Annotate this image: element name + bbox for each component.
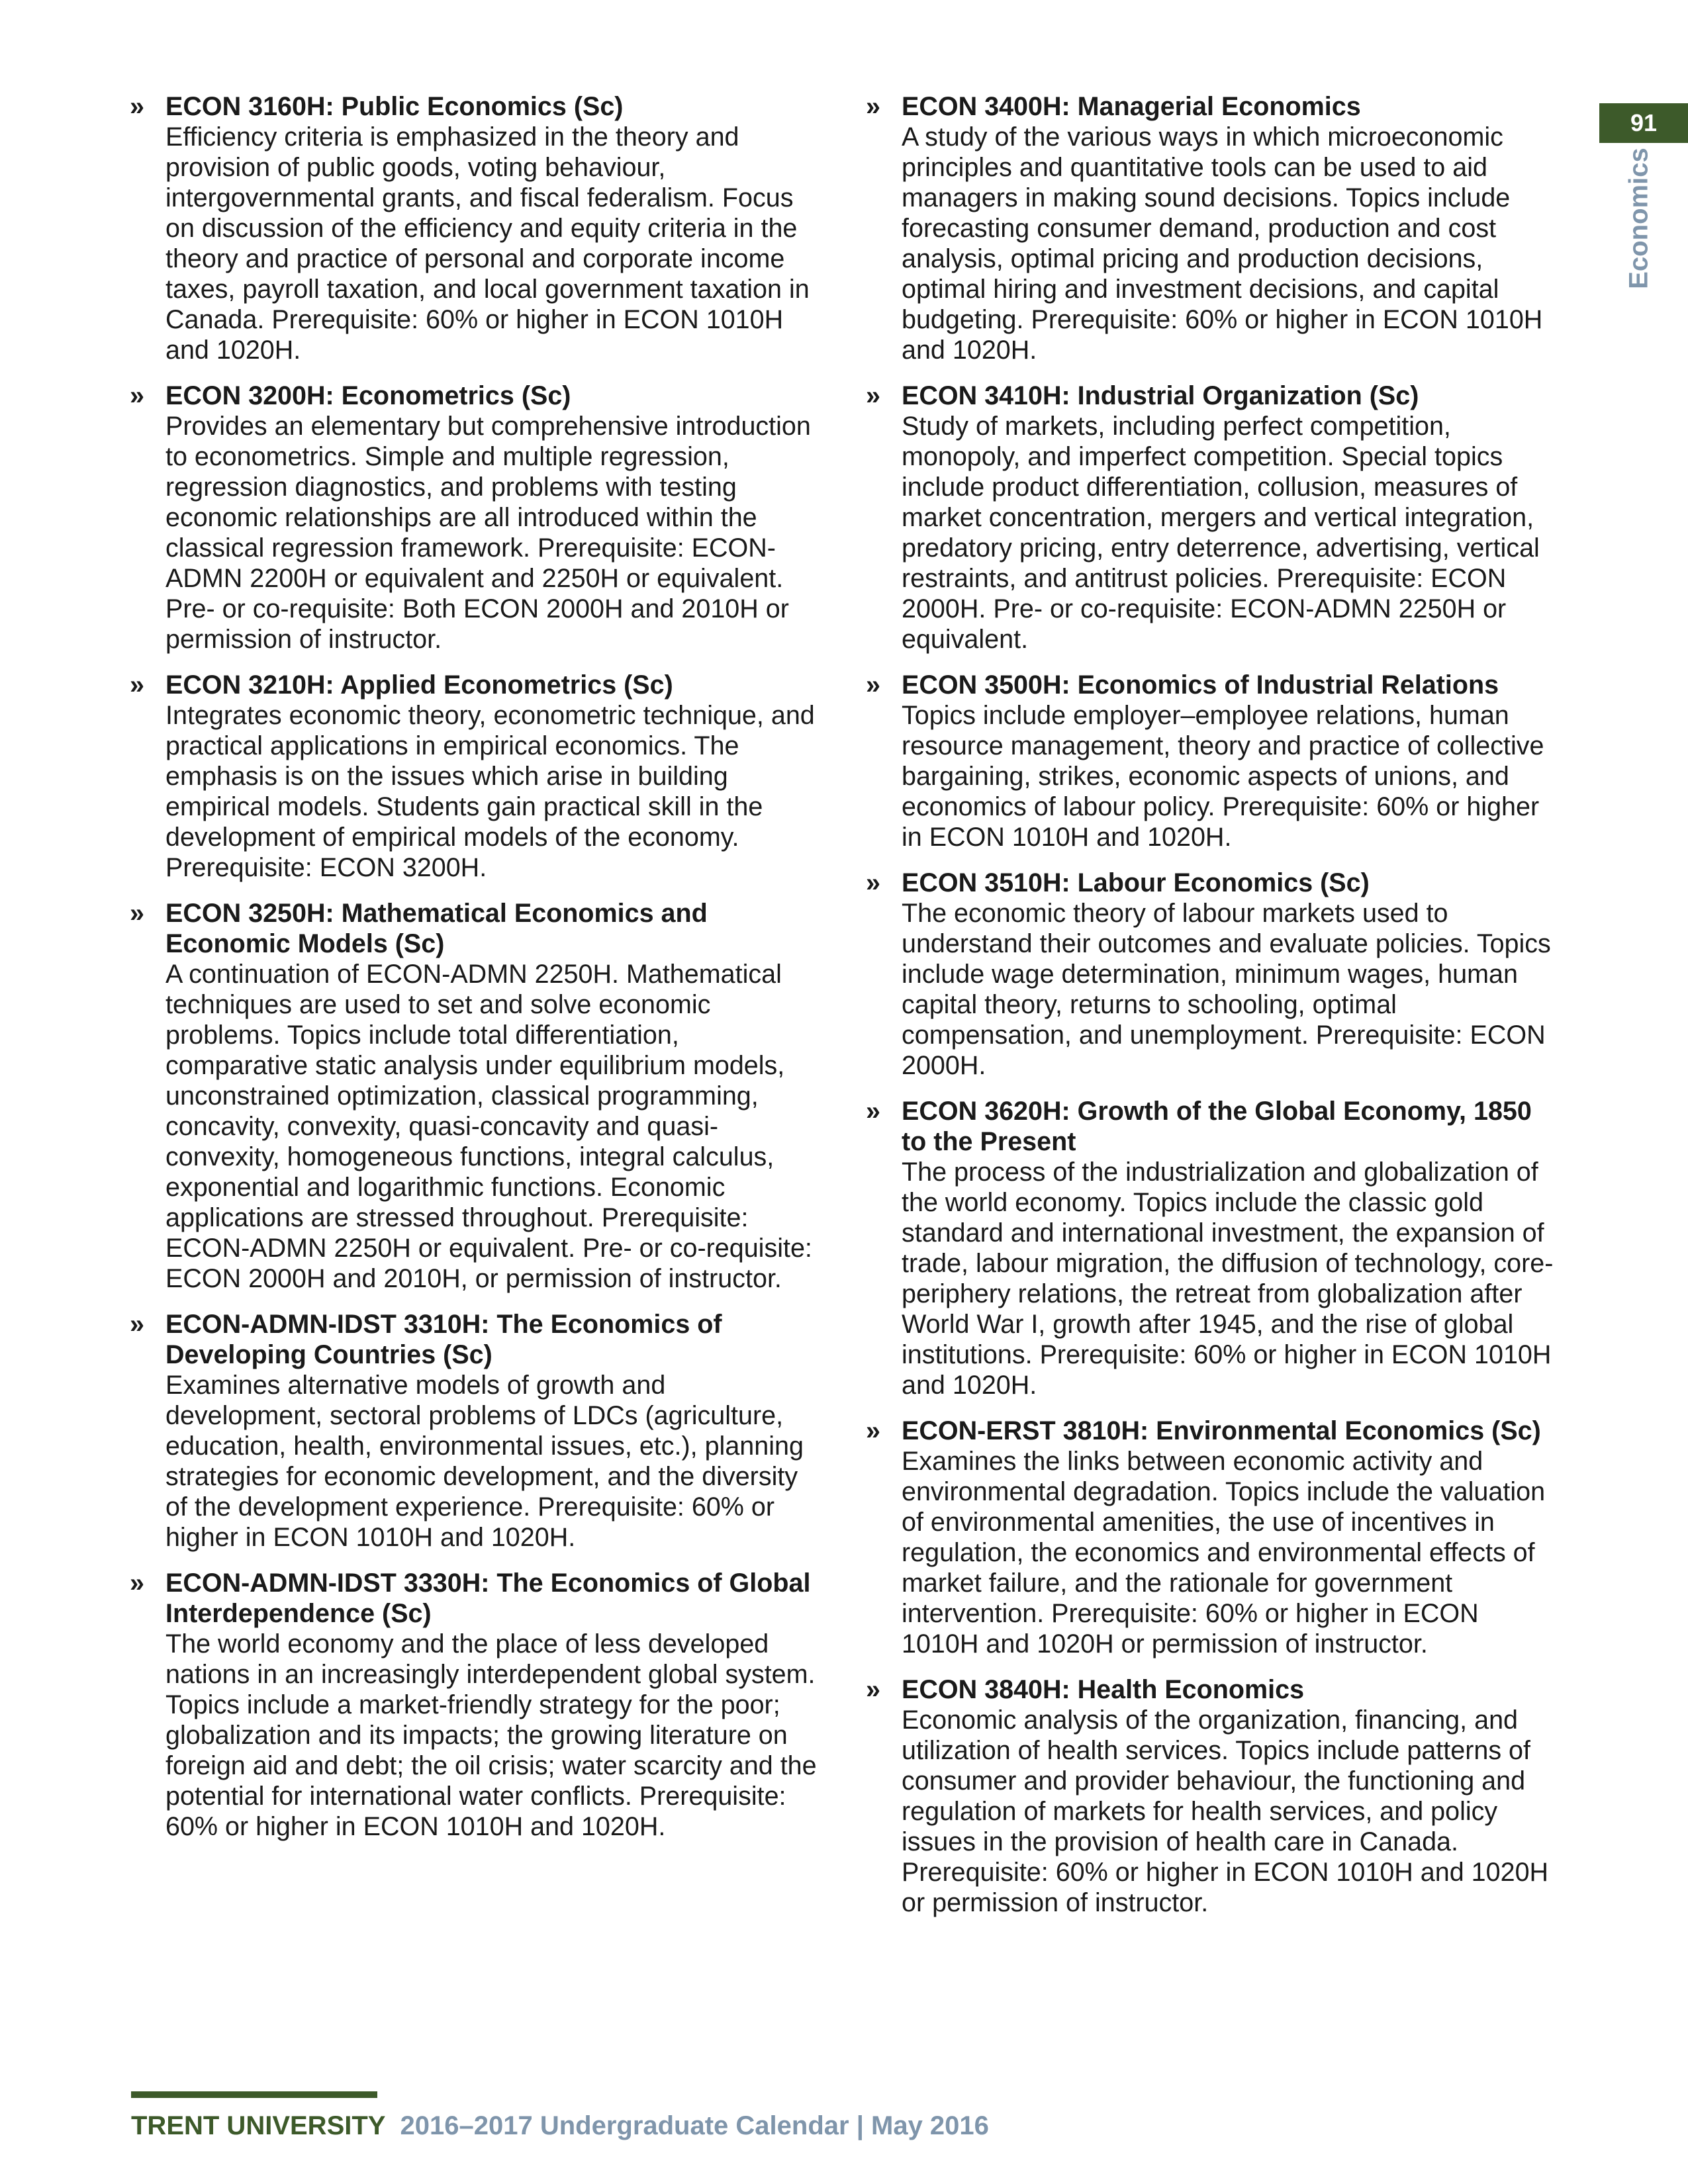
footer-university: TRENT UNIVERSITY bbox=[131, 2111, 386, 2140]
course-entry bbox=[866, 91, 1561, 365]
bullet-marker: » bbox=[130, 92, 144, 121]
course-title: ECON 3210H: Applied Econometrics (Sc) bbox=[165, 670, 673, 700]
course-description: Study of markets, including perfect competition, monopoly, and imperfect competition. Special topics include product differentiation, collusion, measures of market concentration, mergers and vertical integration, predatory pricing, entry deterrence, advertising, vertical restraints, and antitrust policies. Prerequisite: ECON 2000H. Pre- or co-requisite: ECON-ADMN 2250H or equivalent. bbox=[902, 412, 1540, 654]
course-title: ECON-ADMN-IDST 3310H: The Economics of Developing Countries (Sc) bbox=[165, 1310, 722, 1369]
right-column bbox=[866, 91, 1561, 1933]
course-entry bbox=[866, 1096, 1561, 1400]
course-description: Provides an elementary but comprehensive introduction to econometrics. Simple and multiple regression, regression diagnostics, and problems with testing economic relationships are all introduced within the classical regression framework. Prerequisite: ECON-ADMN 2200H or equivalent and 2250H or equivalent. Pre- or co-requisite: Both ECON 2000H and 2010H or permission of instructor. bbox=[165, 412, 811, 654]
course-entry bbox=[866, 868, 1561, 1081]
bullet-marker: » bbox=[866, 868, 880, 897]
bullet-marker: » bbox=[130, 670, 144, 700]
course-entry bbox=[130, 1568, 825, 1842]
bullet-marker: » bbox=[866, 381, 880, 410]
footer-calendar-info: 2016–2017 Undergraduate Calendar | May 2016 bbox=[400, 2111, 989, 2140]
course-entry bbox=[130, 898, 825, 1294]
bullet-marker: » bbox=[130, 1310, 144, 1339]
bullet-marker: » bbox=[866, 1675, 880, 1704]
course-title: ECON 3500H: Economics of Industrial Relations bbox=[902, 670, 1499, 700]
bullet-marker: » bbox=[130, 1569, 144, 1598]
course-entry bbox=[130, 1309, 825, 1553]
bullet-marker: » bbox=[866, 1097, 880, 1126]
bullet-marker: » bbox=[866, 92, 880, 121]
course-description: The world economy and the place of less developed nations in an increasingly interdependent global system. Topics include a market-friendly strategy for the poor; globalization and its impacts; the growing literature on foreign aid and debt; the oil crisis; water scarcity and the potential for international water conflicts. Prerequisite: 60% or higher in ECON 1010H and 1020H. bbox=[165, 1629, 817, 1841]
course-title: ECON 3510H: Labour Economics (Sc) bbox=[902, 868, 1370, 897]
course-entry bbox=[130, 91, 825, 365]
course-entry bbox=[866, 381, 1561, 655]
course-title: ECON 3410H: Industrial Organization (Sc) bbox=[902, 381, 1419, 410]
course-title: ECON-ERST 3810H: Environmental Economics (Sc) bbox=[902, 1416, 1541, 1445]
bullet-marker: » bbox=[130, 899, 144, 928]
course-description: A continuation of ECON-ADMN 2250H. Mathematical techniques are used to set and solve economic problems. Topics include total differentiation, comparative static analysis under equilibrium models, unconstrained optimization, classical programming, concavity, convexity, quasi-concavity and quasi-convexity, homogeneous functions, integral calculus, exponential and logarithmic functions. Economic applications are stressed throughout. Prerequisite: ECON-ADMN 2250H or equivalent. Pre- or co-requisite: ECON 2000H and 2010H, or permission of instructor. bbox=[165, 960, 812, 1293]
course-entry bbox=[130, 381, 825, 655]
course-entry bbox=[866, 670, 1561, 852]
bullet-marker: » bbox=[130, 381, 144, 410]
course-title: ECON 3250H: Mathematical Economics and Economic Models (Sc) bbox=[165, 899, 708, 958]
course-title: ECON 3160H: Public Economics (Sc) bbox=[165, 92, 624, 121]
footer-rule bbox=[131, 2091, 377, 2098]
course-description: Examines the links between economic activity and environmental degradation. Topics include the valuation of environmental amenities, the use of incentives in regulation, the economics and environmental effects of market failure, and the rationale for government intervention. Prerequisite: 60% or higher in ECON 1010H and 1020H or permission of instructor. bbox=[902, 1447, 1546, 1659]
bullet-marker: » bbox=[866, 670, 880, 700]
course-entry bbox=[130, 670, 825, 883]
course-title: ECON 3200H: Econometrics (Sc) bbox=[165, 381, 571, 410]
course-title: ECON 3400H: Managerial Economics bbox=[902, 92, 1361, 121]
course-description: Efficiency criteria is emphasized in the theory and provision of public goods, voting behaviour, intergovernmental grants, and fiscal federalism. Focus on discussion of the efficiency and equity criteria in the theory and practice of personal and corporate income taxes, payroll taxation, and local government taxation in Canada. Prerequisite: 60% or higher in ECON 1010H and 1020H. bbox=[165, 122, 810, 365]
course-description: A study of the various ways in which microeconomic principles and quantitative tools can be used to aid managers in making sound decisions. Topics include forecasting consumer demand, production and cost analysis, optimal pricing and production decisions, optimal hiring and investment decisions, and capital budgeting. Prerequisite: 60% or higher in ECON 1010H and 1020H. bbox=[902, 122, 1543, 365]
course-description: Integrates economic theory, econometric technique, and practical applications in empirical economics. The emphasis is on the issues which arise in building empirical models. Students gain practical skill in the development of empirical models of the economy. Prerequisite: ECON 3200H. bbox=[165, 701, 815, 882]
course-entry bbox=[866, 1674, 1561, 1918]
course-description: The economic theory of labour markets used to understand their outcomes and evaluate policies. Topics include wage determination, minimum wages, human capital theory, returns to schooling, optimal compensation, and unemployment. Prerequisite: ECON 2000H. bbox=[902, 899, 1551, 1080]
footer bbox=[131, 2111, 989, 2141]
course-title: ECON 3620H: Growth of the Global Economy, 1850 to the Present bbox=[902, 1097, 1532, 1156]
course-title: ECON 3840H: Health Economics bbox=[902, 1675, 1305, 1704]
course-description: The process of the industrialization and globalization of the world economy. Topics include the classic gold standard and international investment, the expansion of trade, labour migration, the diffusion of technology, core-periphery relations, the retreat from globalization after World War I, growth after 1945, and the rise of global institutions. Prerequisite: 60% or higher in ECON 1010H and 1020H. bbox=[902, 1158, 1554, 1400]
course-entry bbox=[866, 1416, 1561, 1659]
left-column bbox=[130, 91, 825, 1857]
section-label: Economics bbox=[1624, 148, 1654, 289]
page-number-tab: 91 bbox=[1599, 103, 1688, 143]
course-description: Topics include employer–employee relations, human resource management, theory and practice of collective bargaining, strikes, economic aspects of unions, and economics of labour policy. Prerequisite: 60% or higher in ECON 1010H and 1020H. bbox=[902, 701, 1544, 852]
course-description: Examines alternative models of growth and development, sectoral problems of LDCs (agriculture, education, health, environmental issues, etc.), planning strategies for economic development, and the diversity of the development experience. Prerequisite: 60% or higher in ECON 1010H and 1020H. bbox=[165, 1371, 804, 1552]
course-description: Economic analysis of the organization, financing, and utilization of health services. Topics include patterns of consumer and provider behaviour, the functioning and regulation of markets for health services, and policy issues in the provision of health care in Canada. Prerequisite: 60% or higher in ECON 1010H and 1020H or permission of instructor. bbox=[902, 1706, 1549, 1917]
course-title: ECON-ADMN-IDST 3330H: The Economics of Global Interdependence (Sc) bbox=[165, 1569, 811, 1628]
bullet-marker: » bbox=[866, 1416, 880, 1445]
